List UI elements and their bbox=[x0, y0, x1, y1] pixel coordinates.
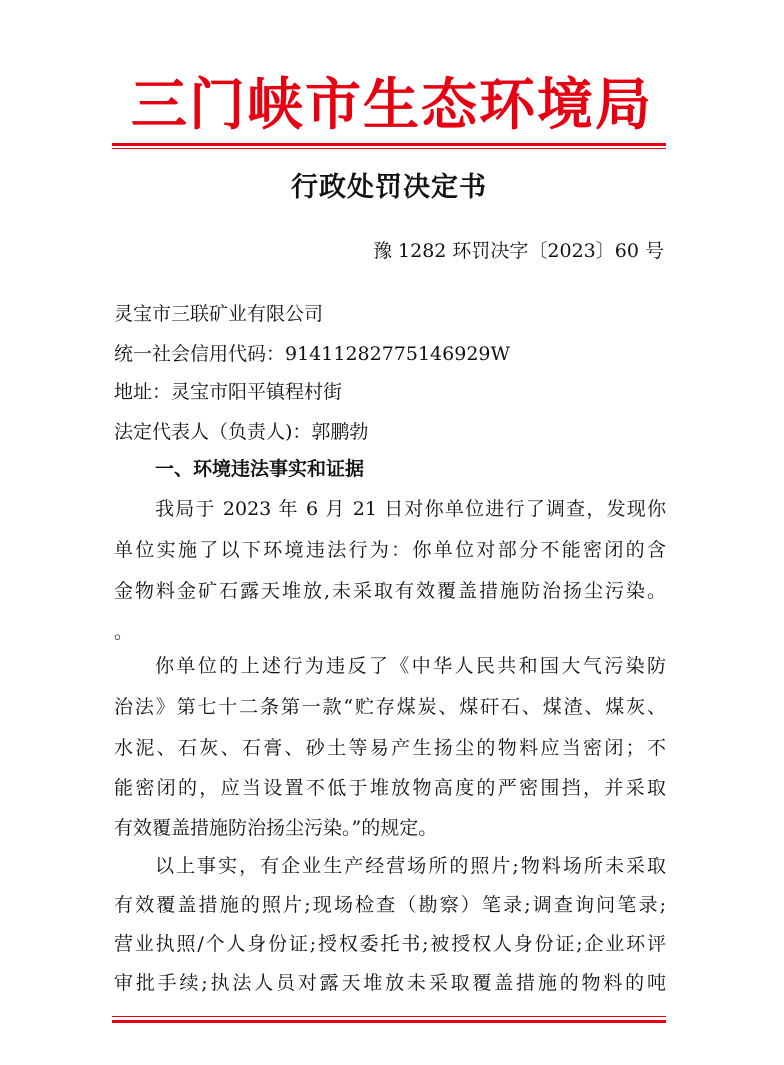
document-title: 行政处罚决定书 bbox=[291, 172, 487, 203]
text-line: 有效覆盖措施防治扬尘污染。”的规定。 bbox=[114, 817, 438, 839]
text-line: 金物料金矿石露天堆放,未采取有效覆盖措施防治扬尘污染。 bbox=[114, 580, 666, 602]
text-line: 我局于 2023 年 6 月 21 日对你单位进行了调查，发现你 bbox=[155, 498, 666, 520]
text-line: 审批手续;执法人员对露天堆放未采取覆盖措施的物料的吨 bbox=[114, 972, 666, 994]
text-line: 以上事实，有企业生产经营场所的照片;物料场所未采取 bbox=[155, 855, 666, 877]
text-line: 有效覆盖措施的照片;现场检查（勘察）笔录;调查询问笔录; bbox=[114, 894, 666, 916]
section-heading-violation-facts: 一、环境违法事实和证据 bbox=[155, 458, 365, 480]
footer-rule-thin bbox=[112, 1016, 666, 1017]
text-line: 能密闭的，应当设置不低于堆放物高度的严密围挡，并采取 bbox=[114, 777, 666, 799]
header-rule-thin bbox=[112, 148, 666, 149]
agency-header: 三门峡市生态环境局 bbox=[131, 72, 653, 138]
text-line: 单位实施了以下环境违法行为：你单位对部分不能密闭的含 bbox=[114, 539, 666, 561]
text-line: 治法》第七十二条第一款“贮存煤炭、煤矸石、煤渣、煤灰、 bbox=[114, 696, 666, 718]
text-line: 你单位的上述行为违反了《中华人民共和国大气污染防 bbox=[155, 655, 666, 677]
address: 地址：灵宝市阳平镇程村街 bbox=[114, 381, 343, 403]
company-name: 灵宝市三联矿业有限公司 bbox=[114, 303, 324, 325]
text-line: 水泥、石灰、石膏、砂土等易产生扬尘的物料应当密闭；不 bbox=[114, 737, 666, 759]
credit-code: 统一社会信用代码：91411282775146929W bbox=[114, 343, 511, 365]
legal-representative: 法定代表人（负责人)：郭鹏勃 bbox=[114, 421, 369, 443]
footer-rule-thick bbox=[112, 1020, 666, 1023]
header-rule-thick bbox=[112, 143, 666, 146]
text-line: 。 bbox=[114, 621, 134, 643]
text-line: 营业执照/个人身份证;授权委托书;被授权人身份证;企业环评 bbox=[114, 933, 666, 955]
document-number: 豫 1282 环罚决字〔2023〕60 号 bbox=[372, 240, 664, 262]
